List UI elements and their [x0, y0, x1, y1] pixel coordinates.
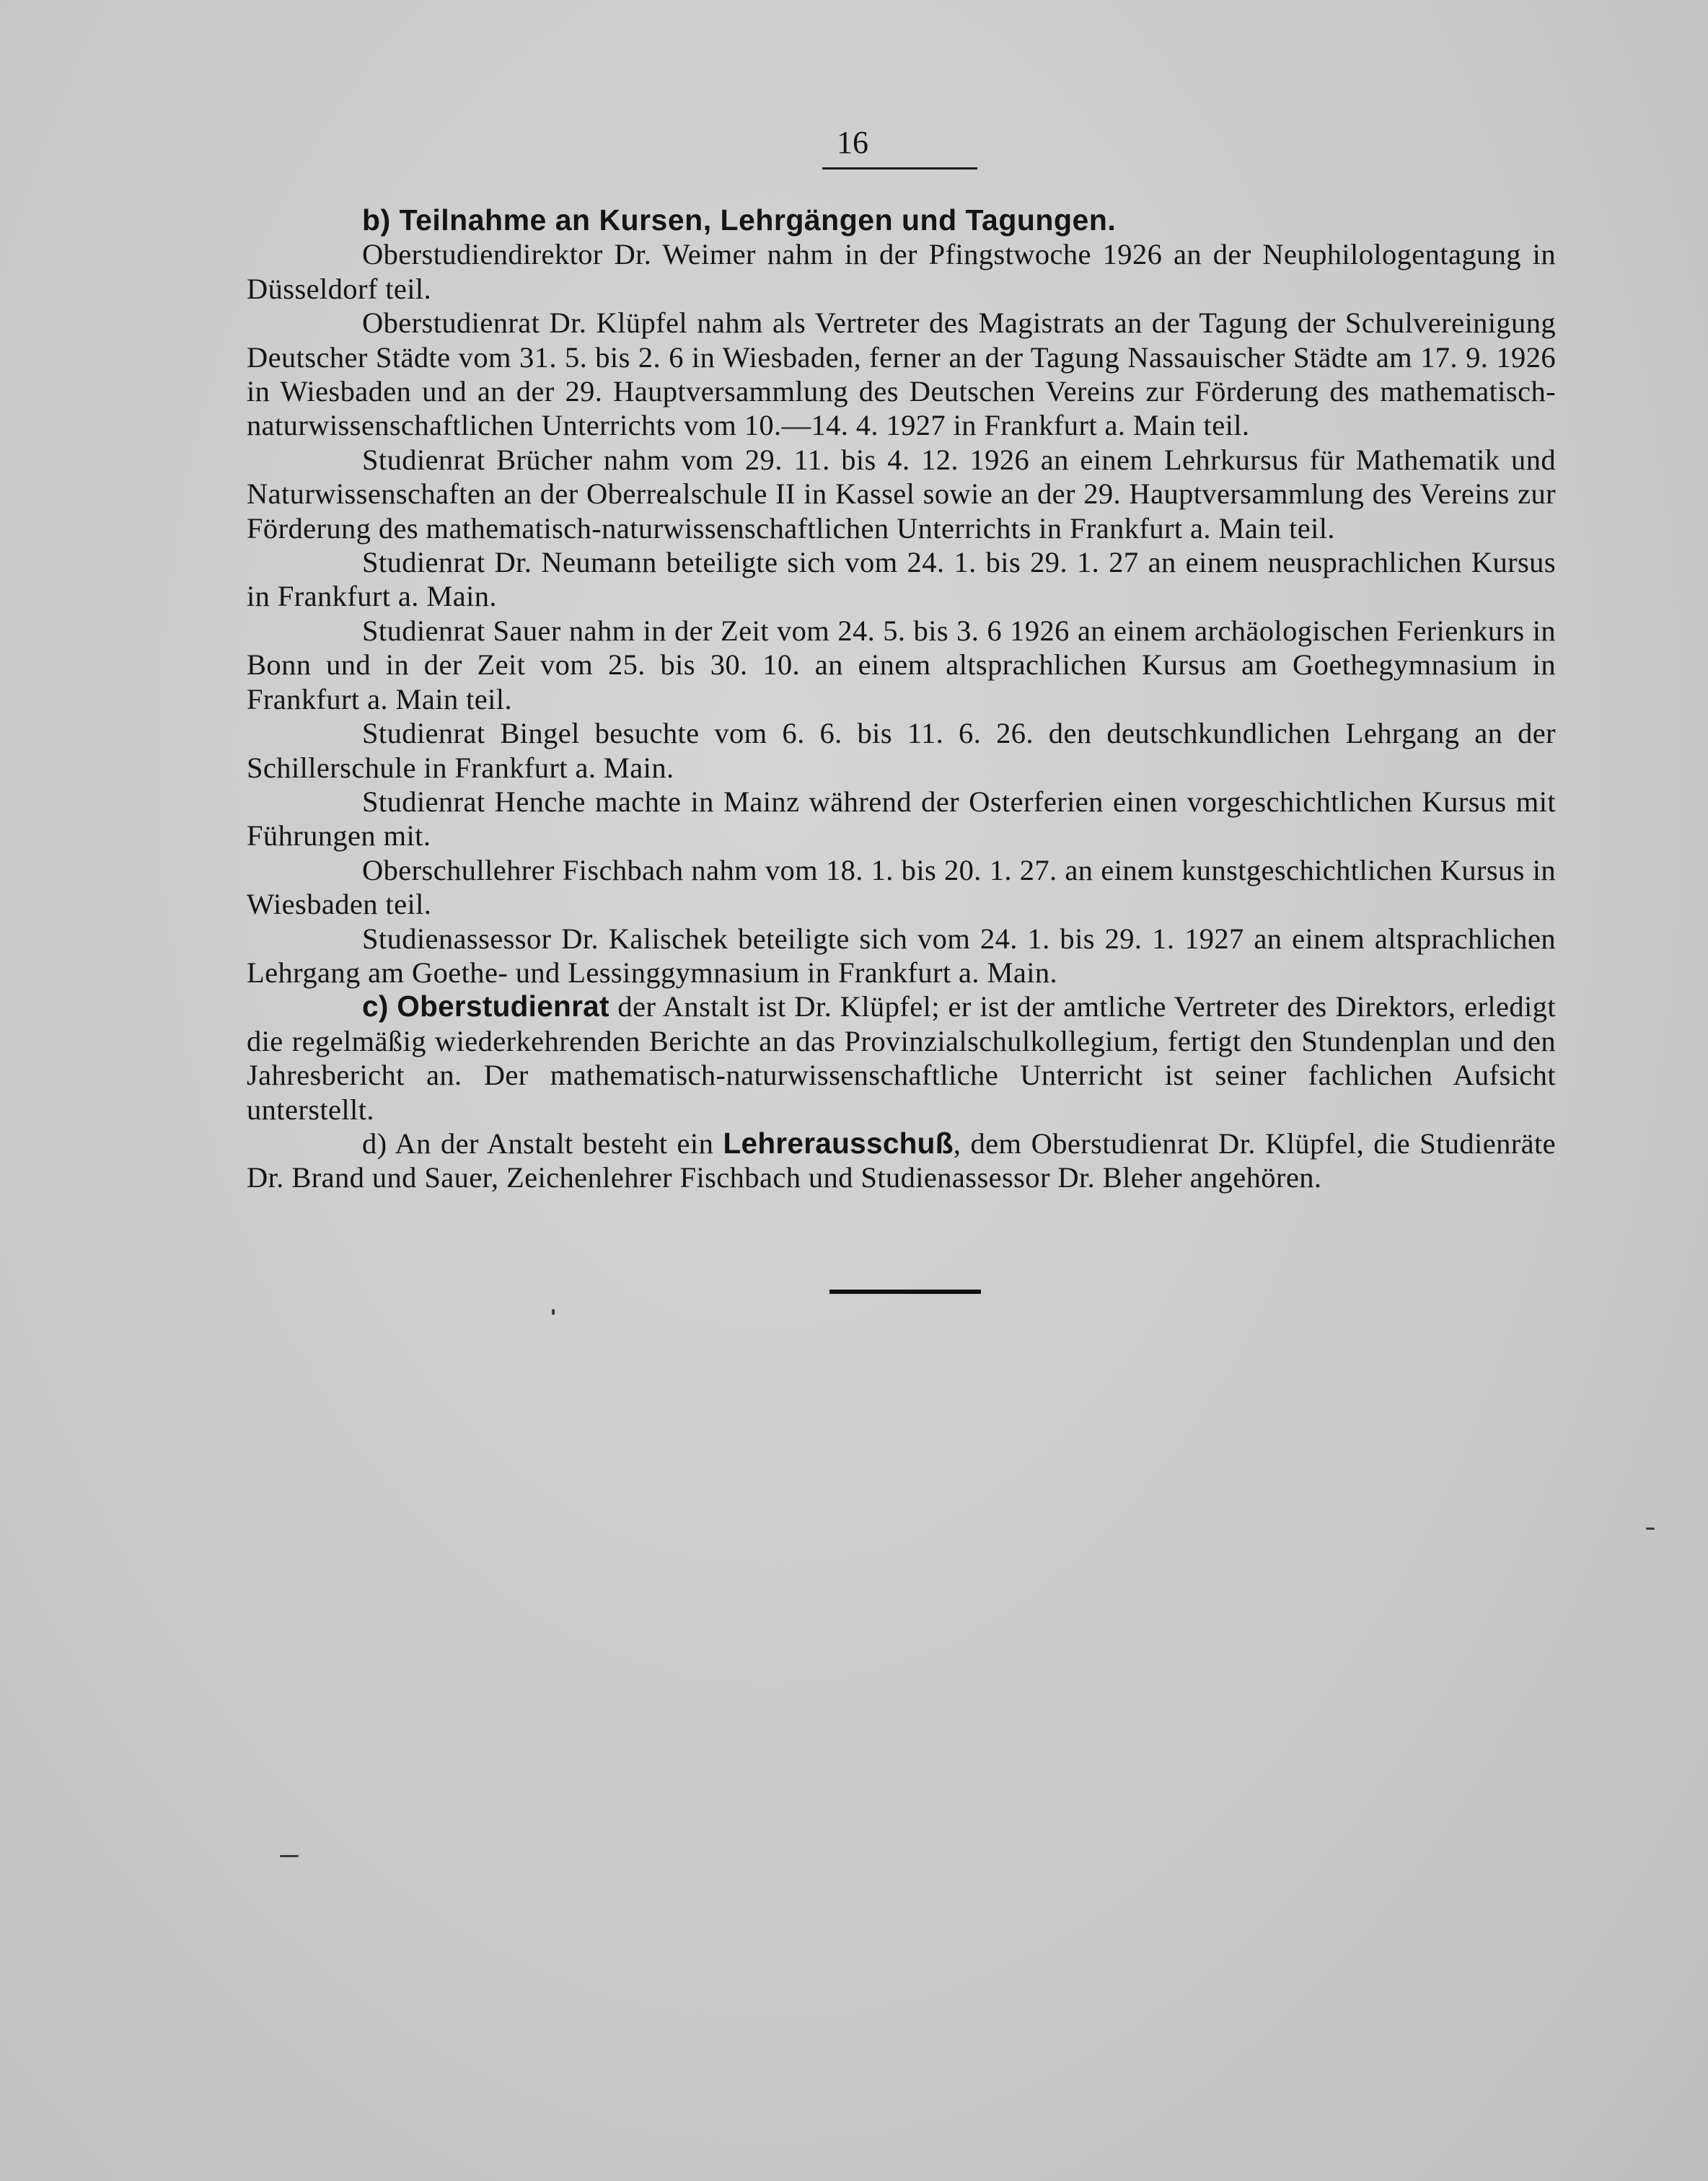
- scan-speck: [280, 1855, 299, 1857]
- section-c-label: c): [362, 990, 389, 1023]
- paragraph-kalischek: Studienassessor Dr. Kalischek beteiligte sich vom 24. 1. bis 29. 1. 1927 an einem altsprachlichen Lehrgang am Goethe- und Lessinggymnasium in Frankfurt a. Main.: [247, 922, 1556, 989]
- paragraph-weimer: Oberstudiendirektor Dr. Weimer nahm in der Pfingstwoche 1926 an der Neuphilologentagung in Düsseldorf teil.: [247, 238, 1556, 305]
- paragraph-sauer: Studienrat Sauer nahm in der Zeit vom 24. 5. bis 3. 6 1926 an einem archäologischen Ferienkurs in Bonn und in der Zeit vom 25. bis 30. 10. an einem altsprachlichen Kursus am Goethegymnasium in Frankfurt a. Main teil.: [247, 614, 1556, 715]
- section-c-term: Oberstudienrat: [397, 990, 609, 1023]
- page-number: 16: [837, 125, 868, 160]
- section-d-text-after: , dem Oberstudienrat Dr. Klüpfel, die Studienräte Dr. Brand und Sauer, Zeichenlehrer Fischbach und Studienassessor Dr. Bleher angehören.: [247, 1127, 1557, 1194]
- paragraph-fischbach: Oberschullehrer Fischbach nahm vom 18. 1. bis 20. 1. 27. an einem kunstgeschichtlichen Kursus in Wiesbaden teil.: [247, 853, 1556, 921]
- header-rule: [822, 167, 977, 169]
- end-rule: [829, 1290, 981, 1294]
- section-b-heading: b) Teilnahme an Kursen, Lehrgängen und Tagungen.: [362, 203, 1117, 237]
- scan-speck: [1646, 1528, 1655, 1530]
- section-d-text-before: An der Anstalt besteht ein: [395, 1127, 714, 1160]
- paragraph-henche: Studienrat Henche machte in Mainz während der Osterferien einen vorgeschichtlichen Kursus mit Führungen mit.: [247, 785, 1556, 852]
- section-d-term: Lehrerausschuß: [723, 1126, 954, 1160]
- section-c-paragraph: [247, 990, 1556, 1127]
- body-text: [247, 203, 1556, 1195]
- paragraph-kluepfel: Oberstudienrat Dr. Klüpfel nahm als Vertreter des Magistrats an der Tagung der Schulvereinigung Deutscher Städte vom 31. 5. bis 2. 6 in Wiesbaden, ferner an der Tagung Nassauischer Städte am 17. 9. 1926 in Wiesbaden und an der 29. Hauptversammlung des Deutschen Vereins zur Förderung des mathematisch-naturwissenschaftlichen Unterrichts vom 10.—14. 4. 1927 in Frankfurt a. Main teil.: [247, 307, 1556, 442]
- paragraph-neumann: Studienrat Dr. Neumann beteiligte sich vom 24. 1. bis 29. 1. 27 an einem neusprachlichen Kursus in Frankfurt a. Main.: [247, 546, 1556, 613]
- section-c-text: der Anstalt ist Dr. Klüpfel; er ist der amtliche Vertreter des Direktors, erledigt die regelmäßig wiederkehrenden Berichte an das Provinzialschulkollegium, fertigt den Stundenplan und den Jahresbericht an. Der mathematisch-naturwissenschaftliche Unterricht ist seiner fachlichen Aufsicht unterstellt.: [247, 990, 1556, 1126]
- section-d-paragraph: [247, 1127, 1556, 1195]
- paragraph-bruecher: Studienrat Brücher nahm vom 29. 11. bis 4. 12. 1926 an einem Lehrkursus für Mathematik und Naturwissenschaften an der Oberrealschule II in Kassel sowie an der 29. Hauptversammlung des Vereins zur Förderung des mathematisch-naturwissenschaftlichen Unterrichts in Frankfurt a. Main teil.: [247, 443, 1556, 545]
- section-d-label: d): [362, 1127, 387, 1160]
- scan-speck: [552, 1309, 555, 1315]
- paragraph-bingel: Studienrat Bingel besuchte vom 6. 6. bis 11. 6. 26. den deutschkundlichen Lehrgang an der Schillerschule in Frankfurt a. Main.: [247, 717, 1556, 784]
